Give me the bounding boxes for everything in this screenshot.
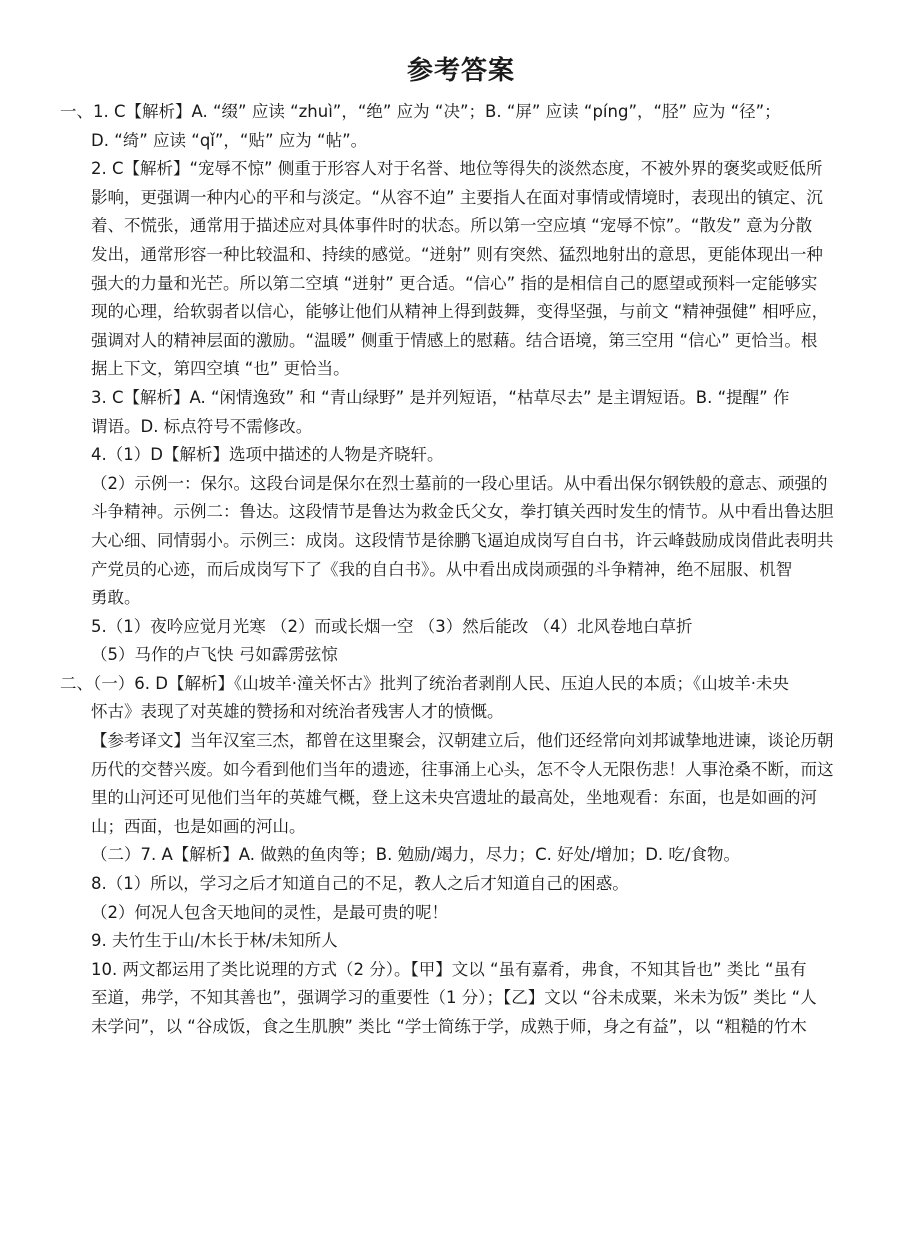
page-title: 参考答案 [406, 56, 515, 86]
answer-line: （2）何况人包含天地间的灵性，是最可贵的呢！ [91, 902, 448, 922]
answer-line: 4.（1）D【解析】选项中描述的人物是齐晓轩。 [91, 445, 444, 465]
answer-line: 据上下文，第四空填 “也” 更恰当。 [91, 359, 350, 379]
answer-line: 斗争精神。示例二：鲁达。这段情节是鲁达为救金氏父女，拳打镇关西时发生的情节。从中看出鲁达胆 [91, 502, 834, 522]
answer-line: 一、1. C【解析】A. “缀” 应读 “zhuì”，“绝” 应为 “决”；B. “屏” 应读 “píng”，“胫” 应为 “径”； [60, 102, 781, 121]
answer-line: 山；西面，也是如画的河山。 [91, 816, 306, 836]
answer-line: D. “绮” 应读 “qǐ”，“贴” 应为 “帖”。 [91, 130, 368, 150]
answer-line: 9. 夫竹生于山/木长于林/未知所人 [91, 931, 338, 951]
answer-line: 历代的交替兴废。如今看到他们当年的遗迹，往事涌上心头，怎不令人无限伤悲！人事沧桑不断，而这 [91, 759, 834, 779]
answer-line: 里的山河还可见他们当年的英雄气概，登上这未央宫遗址的最高处，坐地观看：东面，也是如画的河 [91, 788, 817, 808]
answer-line: （二）7. A【解析】A. 做熟的鱼肉等；B. 勉励/竭力，尽力；C. 好处/增加；D. 吃/食物。 [91, 845, 740, 865]
answer-line: 勇敢。 [91, 588, 141, 608]
answer-line: 至道，弗学，不知其善也”，强调学习的重要性（1 分）；【乙】文以 “谷未成粟，米未为饭” 类比 “人 [91, 988, 817, 1008]
answer-line: 大心细、同情弱小。示例三：成岗。这段情节是徐鹏飞逼迫成岗写自白书，许云峰鼓励成岗借此表明共 [91, 530, 834, 550]
answer-line: 影响，更强调一种内心的平和与淡定。“从容不迫” 主要指人在面对事情或情境时，表现出的镇定、沉 [91, 187, 823, 207]
answer-line: 5.（1）夜吟应觉月光寒 （2）而或长烟一空 （3）然后能改 （4）北风卷地白草折 [91, 616, 693, 636]
answer-content [60, 98, 860, 1042]
answer-line: 着、不慌张，通常用于描述应对具体事件时的状态。所以第一空应填 “宠辱不惊”。“散发” 意为分散 [91, 216, 813, 236]
answer-line: 【参考译文】当年汉室三杰，都曾在这里聚会，汉朝建立后，他们还经常向刘邦诚挚地进谏，谈论历朝 [91, 731, 834, 751]
answer-line: 产党员的心迹，而后成岗写下了《我的自白书》。从中看出成岗顽强的斗争精神，绝不屈服、机智 [91, 559, 793, 579]
answer-line: 现的心理，给软弱者以信心，能够让他们从精神上得到鼓舞，变得坚强，与前文 “精神强健” 相呼应， [91, 302, 829, 322]
answer-line: （5）马作的卢飞快 弓如霹雳弦惊 [91, 645, 338, 665]
answer-line: 强调对人的精神层面的激励。“温暖” 侧重于情感上的慰藉。结合语境，第三空用 “信心” 更恰当。根 [91, 330, 818, 350]
answer-line: 10. 两文都运用了类比说理的方式（2 分）。【甲】文以 “虽有嘉肴，弗食，不知其旨也” 类比 “虽有 [91, 959, 807, 979]
answer-line: 3. C【解析】A. “闲情逸致” 和 “青山绿野” 是并列短语，“枯草尽去” 是主谓短语。B. “提醒” 作 [91, 387, 790, 407]
answer-line: （2）示例一：保尔。这段台词是保尔在烈士墓前的一段心里话。从中看出保尔钢铁般的意志、顽强的 [91, 473, 828, 493]
answer-line: 未学问”，以 “谷成饭，食之生肌腴” 类比 “学士简练于学，成熟于师，身之有益”，以 “粗糙的竹木 [91, 1017, 807, 1036]
answer-line: 发出，通常形容一种比较温和、持续的感觉。“迸射” 则有突然、猛烈地射出的意思，更能体现出一种 [91, 244, 823, 264]
answer-line: 2. C【解析】“宠辱不惊” 侧重于形容人对于名誉、地位等得失的淡然态度，不被外界的褒奖或贬低所 [91, 159, 823, 179]
answer-line: 8.（1）所以，学习之后才知道自己的不足，教人之后才知道自己的困惑。 [91, 874, 629, 894]
answer-line: 强大的力量和光芒。所以第二空填 “迸射” 更合适。“信心” 指的是相信自己的愿望或预料一定能够实 [91, 273, 818, 293]
answer-line: 谓语。D. 标点符号不需修改。 [91, 416, 313, 436]
answer-line: 二、（一）6. D【解析】《山坡羊·潼关怀古》批判了统治者剥削人民、压迫人民的本质；《山坡羊·未央 [60, 673, 789, 693]
answer-line: 怀古》表现了对英雄的赞扬和对统治者残害人才的愤慨。 [91, 702, 504, 722]
